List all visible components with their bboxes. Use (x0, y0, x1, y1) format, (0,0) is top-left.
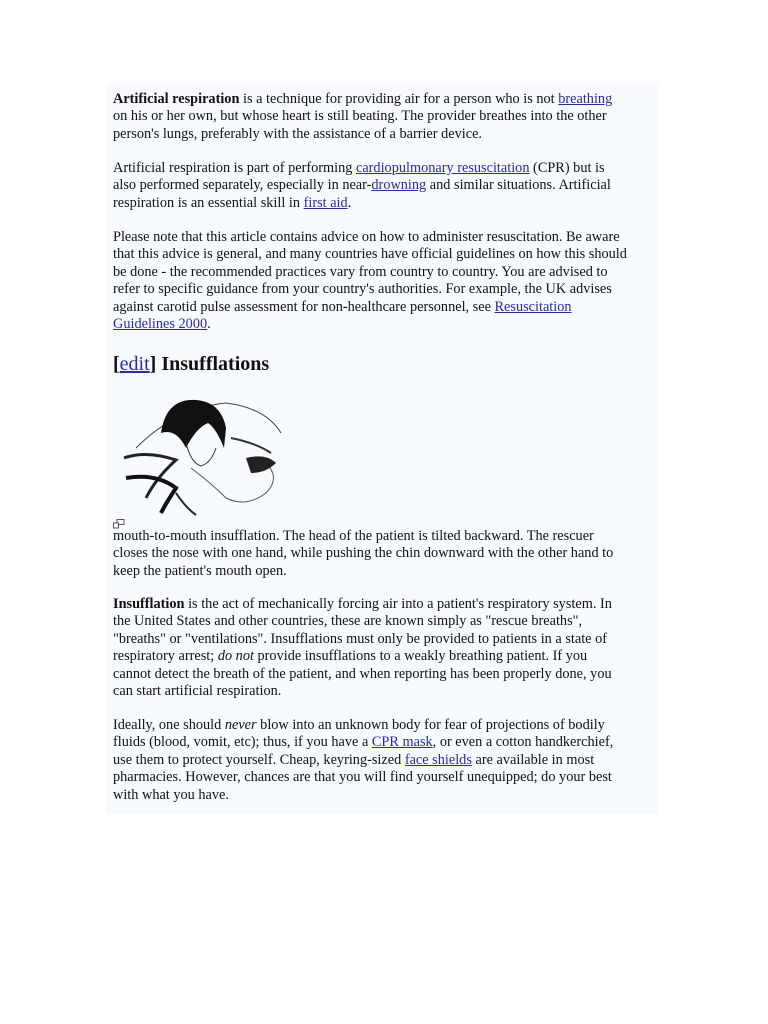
text-run: Please note that this article contains advice on how to administer resuscitation. Be aware (113, 229, 620, 245)
text-run: use them to protect yourself. Cheap, keyring-sized (113, 751, 405, 768)
text-line (113, 91, 673, 108)
text-line (113, 108, 673, 125)
text-run: keep the patient's mouth open. (113, 562, 287, 579)
text-line (113, 316, 673, 333)
section-title: Insufflations (156, 353, 270, 375)
text-run: on his or her own, but whose heart is still beating. The provider breathes into the other (113, 108, 607, 125)
text-run: be done - the recommended practices vary from country to country. You are advised to (113, 263, 608, 280)
text-line (113, 734, 673, 751)
text-line (113, 246, 673, 263)
text-line (113, 631, 673, 648)
text-line (113, 787, 673, 804)
text-run: Artificial respiration is part of performing (113, 160, 356, 176)
text-line (113, 563, 673, 580)
text-line (113, 528, 673, 545)
text-run: with what you have. (113, 786, 229, 803)
text-run: closes the nose with one hand, while pushing the chin downward with the other hand to (113, 545, 614, 562)
text-run: (CPR) but is (529, 160, 605, 176)
cpr-paragraph (113, 160, 673, 212)
text-line (113, 596, 673, 613)
text-line (113, 545, 673, 562)
wiki-link[interactable]: Guidelines 2000 (113, 315, 208, 332)
text-line (113, 281, 673, 298)
text-line (113, 229, 673, 246)
protection-paragraph (113, 717, 673, 804)
text-line (113, 769, 673, 786)
text-run: also performed separately, especially in near- (113, 177, 372, 194)
wiki-link[interactable]: breathing (558, 91, 613, 107)
text-run: provide insufflations to a weakly breathing patient. If you (253, 648, 588, 665)
wiki-link[interactable]: Resuscitation (494, 298, 572, 315)
text-run: . (347, 194, 352, 211)
text-run: mouth-to-mouth insufflation. The head of the patient is tilted backward. The rescuer (113, 528, 594, 544)
text-line (113, 264, 673, 281)
bold-term: Insufflation (113, 596, 185, 612)
wiki-link[interactable]: cardiopulmonary resuscitation (355, 160, 530, 176)
wiki-link[interactable]: CPR mask (371, 734, 433, 751)
text-line (113, 195, 673, 212)
text-run: that this advice is general, and many countries have official guidelines on how this should (113, 246, 627, 263)
emphasis-text: never (224, 717, 257, 733)
text-run: respiration is an essential skill in (113, 194, 304, 211)
text-run: fluids (blood, vomit, etc); thus, if you have a (113, 734, 372, 751)
text-run: , or even a cotton handkerchief, (432, 734, 614, 751)
text-run: are available in most (471, 751, 595, 768)
emphasis-text: do not (217, 648, 254, 665)
cpr-illustration[interactable] (116, 388, 286, 516)
text-run: and similar situations. Artificial (426, 177, 611, 194)
bracket-close: ] (149, 353, 157, 375)
text-line (113, 717, 673, 734)
text-line (113, 126, 673, 143)
wiki-link[interactable]: first aid (303, 194, 348, 211)
intro-paragraph (113, 91, 673, 143)
text-line (113, 683, 673, 700)
text-run: Ideally, one should (113, 717, 225, 733)
text-line (113, 752, 673, 769)
text-line (113, 648, 673, 665)
text-line (113, 666, 673, 683)
text-run: person's lungs, preferably with the assistance of a barrier device. (113, 125, 482, 142)
text-line (113, 613, 673, 630)
text-run: "breaths" or "ventilations". Insufflations must only be provided to patients in a state of (113, 630, 607, 647)
insufflation-paragraph (113, 596, 673, 700)
text-run: respiratory arrest; (113, 648, 218, 665)
text-run: cannot detect the breath of the patient, and when reporting has been properly done, you (113, 665, 612, 682)
text-run: blow into an unknown body for fear of projections of bodily (256, 717, 605, 733)
text-run: . (207, 315, 211, 332)
text-run: is the act of mechanically forcing air into a patient's respiratory system. In (184, 596, 612, 612)
text-line (113, 177, 673, 194)
wiki-link[interactable]: face shields (404, 751, 472, 768)
wiki-link[interactable]: drowning (371, 177, 427, 194)
text-line (113, 299, 673, 316)
section-heading-insufflations (113, 351, 269, 377)
disclaimer-paragraph (113, 229, 673, 333)
text-run: can start artificial respiration. (113, 682, 282, 699)
text-run: refer to specific guidance from your country's authorities. For example, the UK advises (113, 281, 612, 298)
figure-caption (113, 528, 673, 580)
edit-link[interactable]: edit (119, 353, 150, 375)
text-run: the United States and other countries, these are known simply as "rescue breaths", (113, 613, 583, 630)
text-run: pharmacies. However, chances are that you will find yourself unequipped; do your best (113, 769, 612, 786)
bold-term: Artificial respiration (113, 91, 240, 107)
bracket-open: [ (113, 353, 120, 375)
text-run: against carotid pulse assessment for non-healthcare personnel, see (113, 298, 495, 315)
text-line (113, 160, 673, 177)
magnify-clip-icon[interactable] (113, 516, 125, 526)
text-run: is a technique for providing air for a person who is not (239, 91, 559, 107)
